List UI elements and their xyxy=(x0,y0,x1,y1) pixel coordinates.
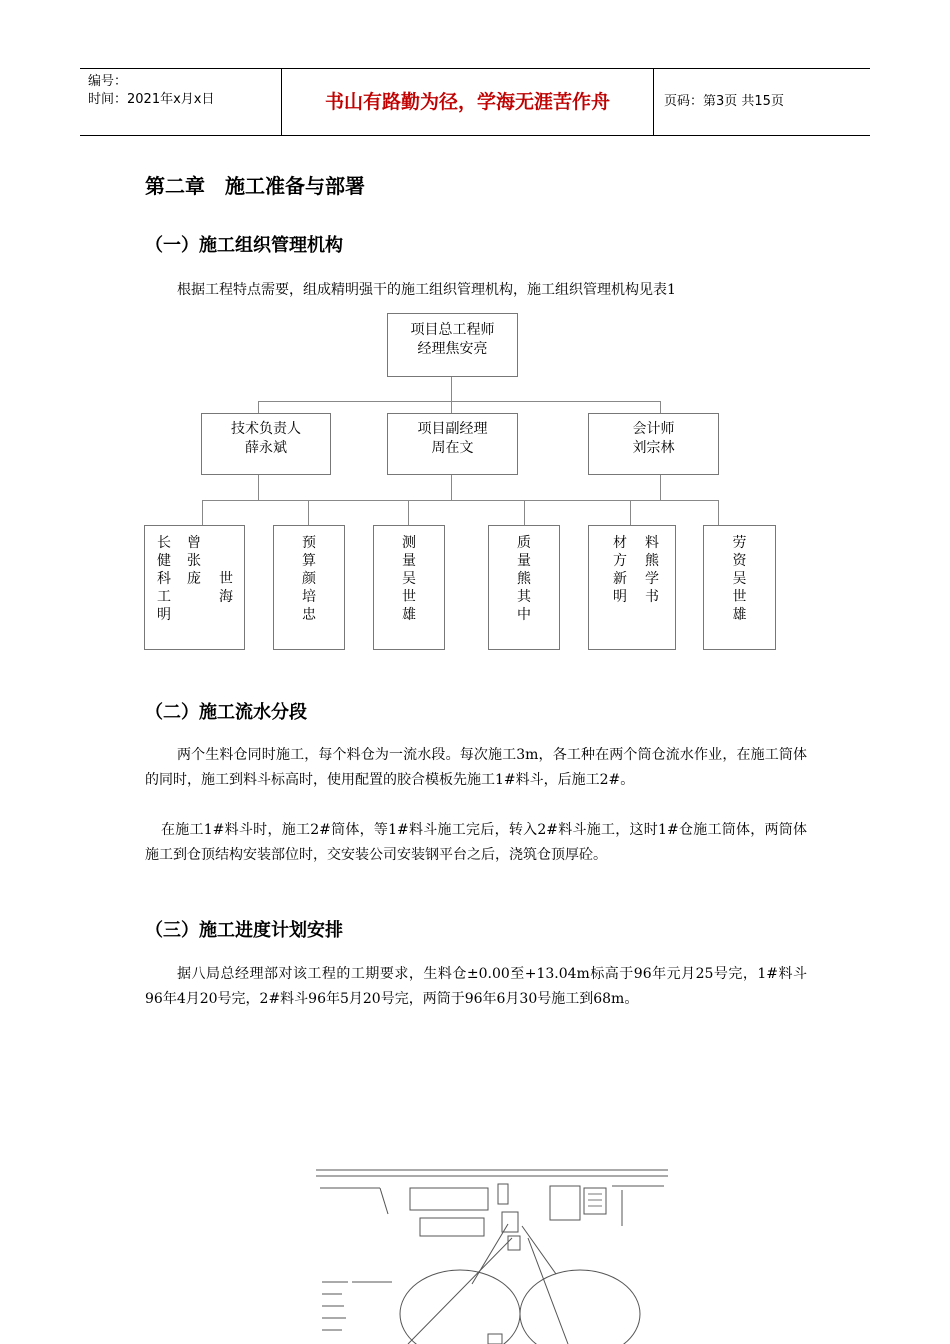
org-connector xyxy=(660,475,661,501)
org-box-line: 项目总工程师 xyxy=(410,322,495,338)
org-box-chief-engineer xyxy=(387,313,518,377)
org-box-line: 刘宗林 xyxy=(632,440,675,456)
org-connector xyxy=(451,475,452,501)
org-box-survey xyxy=(373,525,445,650)
org-box-column: 劳资吴世雄 xyxy=(732,535,747,623)
org-connector xyxy=(308,500,309,525)
section-2-paragraph-2: 在施工1#料斗时，施工2#筒体，等1#料斗施工完后，转入2#料斗施工，这时1#仓施工筒体，两筒体施工到仓顶结构安装部位时，交安装公司安装钢平台之后，浇筑仓顶厚砼。 xyxy=(145,822,807,863)
org-connector xyxy=(258,401,660,402)
org-box-accountant xyxy=(588,413,719,475)
org-connector xyxy=(408,500,409,525)
site-plan-drawing xyxy=(312,1162,672,1344)
org-box-deputy-manager xyxy=(387,413,518,475)
org-box-budget xyxy=(273,525,345,650)
org-box-line: 会计师 xyxy=(632,421,675,437)
org-connector xyxy=(451,401,452,413)
org-connector xyxy=(660,401,661,413)
section-2-paragraph-1: 两个生料仓同时施工，每个料仓为一流水段。每次施工3m，各工种在两个筒仓流水作业，在施工筒体的同时，施工到料斗标高时，使用配置的胶合模板先施工1#料斗，后施工2#。 xyxy=(145,747,807,788)
org-box-column: 料熊学书 xyxy=(645,535,659,605)
org-connector xyxy=(524,500,525,525)
org-box-line: 薛永斌 xyxy=(245,440,287,456)
chapter-title: 第二章 施工准备与部署 xyxy=(145,174,365,198)
org-connector xyxy=(630,500,631,525)
doc-number: 编号： xyxy=(88,74,128,89)
org-connector xyxy=(202,500,203,525)
org-box-line: 技术负责人 xyxy=(231,421,301,437)
org-box-column: 世海 xyxy=(219,571,233,605)
section-title-3: （三）施工进度计划安排 xyxy=(145,920,343,941)
org-box-column: 曾 张庞 xyxy=(187,535,243,587)
org-box-labor xyxy=(703,525,776,650)
header-slogan: 书山有路勤为径，学海无涯苦作舟 xyxy=(282,69,654,135)
section-1-paragraph: 根据工程特点需要，组成精明强干的施工组织管理机构，施工组织管理机构见表1 xyxy=(177,282,676,298)
org-box-column: 长健科工明 xyxy=(157,535,171,623)
org-box-tech-lead xyxy=(201,413,331,475)
org-box-line: 经理焦安亮 xyxy=(417,341,488,357)
header-meta xyxy=(80,69,282,135)
org-box-column: 预算颜培忠 xyxy=(302,535,316,623)
page-header xyxy=(80,68,870,136)
org-box-line: 周在文 xyxy=(431,440,474,456)
org-connector xyxy=(258,475,259,501)
org-connector xyxy=(258,401,259,413)
doc-time: 时间：2021年x月x日 xyxy=(88,92,215,107)
section-3-paragraph: 据八局总经理部对该工程的工期要求，生料仓±0.00至+13.04m标高于96年元月25号完，1#料斗96年4月20号完，2#料斗96年5月20号完，两筒于96年6月30号施工到68m。 xyxy=(145,966,807,1007)
org-box-column: 质量熊其中 xyxy=(517,535,531,623)
org-connector xyxy=(202,500,718,501)
org-box-column: 测量吴世雄 xyxy=(402,535,416,623)
section-title-1: （一）施工组织管理机构 xyxy=(145,235,343,256)
org-box-foremen xyxy=(144,525,245,650)
page-info: 页码：第3页 共15页 xyxy=(664,94,784,109)
org-box-column: 材方新明 xyxy=(613,535,627,605)
org-box-quality xyxy=(488,525,560,650)
org-connector xyxy=(451,376,452,402)
org-box-line: 项目副经理 xyxy=(417,421,488,437)
section-title-2: （二）施工流水分段 xyxy=(145,702,307,723)
org-box-materials xyxy=(588,525,676,650)
org-connector xyxy=(718,500,719,525)
